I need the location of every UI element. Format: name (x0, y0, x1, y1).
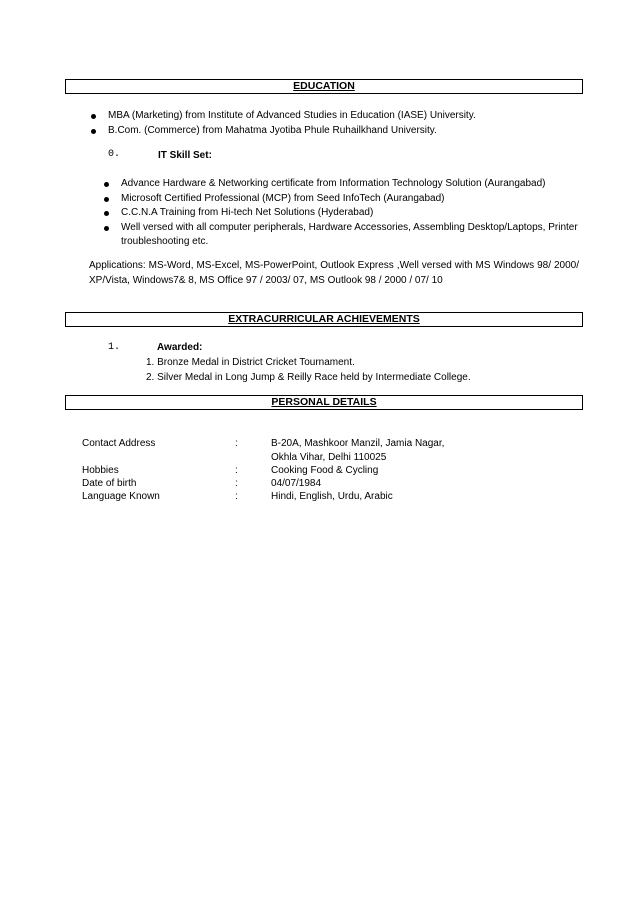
education-header (65, 79, 583, 94)
awarded-title: Awarded: (157, 342, 203, 353)
education-list (108, 109, 588, 138)
list-item: Well versed with all computer peripherals, Hardware Accessories, Assembling Desktop/Laptops, Printer troubleshooting etc. (121, 221, 581, 250)
bullet-icon (91, 114, 96, 119)
personal-details-header-label: PERSONAL DETAILS (271, 396, 377, 408)
list-item: B.Com. (Commerce) from Mahatma Jyotiba Phule Ruhailkhand University. (108, 124, 588, 139)
contact-row (82, 437, 542, 451)
contact-label: Contact Address (82, 438, 156, 449)
extracurricular-header (65, 312, 583, 327)
bullet-icon (104, 182, 109, 187)
education-header-label: EDUCATION (293, 80, 355, 92)
separator: : (235, 465, 238, 476)
it-skills-title: IT Skill Set: (158, 150, 212, 161)
extracurricular-header-label: EXTRACURRICULAR ACHIEVEMENTS (228, 313, 420, 325)
contact-value-line2: Okhla Vihar, Delhi 110025 (271, 452, 387, 463)
dob-value: 04/07/1984 (271, 478, 322, 489)
language-label: Language Known (82, 491, 160, 502)
list-item: Microsoft Certified Professional (MCP) from Seed InfoTech (Aurangabad) (121, 192, 581, 207)
language-row (82, 490, 542, 504)
it-skills-list (121, 177, 581, 250)
list-item: C.C.N.A Training from Hi-tech Net Solutions (Hyderabad) (121, 206, 581, 221)
list-item: MBA (Marketing) from Institute of Advanced Studies in Education (IASE) University. (108, 109, 588, 124)
hobbies-label: Hobbies (82, 465, 119, 476)
list-item: Advance Hardware & Networking certificate from Information Technology Solution (Aurangabad) (121, 177, 581, 192)
list-item: 1. Bronze Medal in District Cricket Tournament. (146, 357, 355, 368)
awarded-marker: 1. (108, 342, 121, 353)
language-value: Hindi, English, Urdu, Arabic (271, 491, 393, 502)
list-item: 2. Silver Medal in Long Jump & Reilly Race held by Intermediate College. (146, 371, 471, 383)
applications-paragraph: Applications: MS-Word, MS-Excel, MS-PowerPoint, Outlook Express ,Well versed with MS Windows 98/ 2000/ XP/Vista, Windows7& 8, MS Office 97 / 2003/ 07, MS Outlook 98 / 2000 / 07/ 10 (89, 260, 579, 286)
separator: : (235, 478, 238, 489)
contact-value-line1: B-20A, Mashkoor Manzil, Jamia Nagar, (271, 438, 445, 449)
hobbies-value: Cooking Food & Cycling (271, 465, 379, 476)
hobbies-row (82, 464, 542, 478)
bullet-icon (104, 197, 109, 202)
separator: : (235, 491, 238, 502)
bullet-icon (91, 129, 96, 134)
dob-label: Date of birth (82, 478, 137, 489)
bullet-icon (104, 211, 109, 216)
dob-row (82, 477, 542, 491)
it-skills-marker: 0. (108, 149, 121, 160)
personal-details-header (65, 395, 583, 410)
bullet-icon (104, 226, 109, 231)
separator: : (235, 438, 238, 449)
contact-row-continued (82, 451, 542, 465)
awards-list (146, 356, 471, 385)
